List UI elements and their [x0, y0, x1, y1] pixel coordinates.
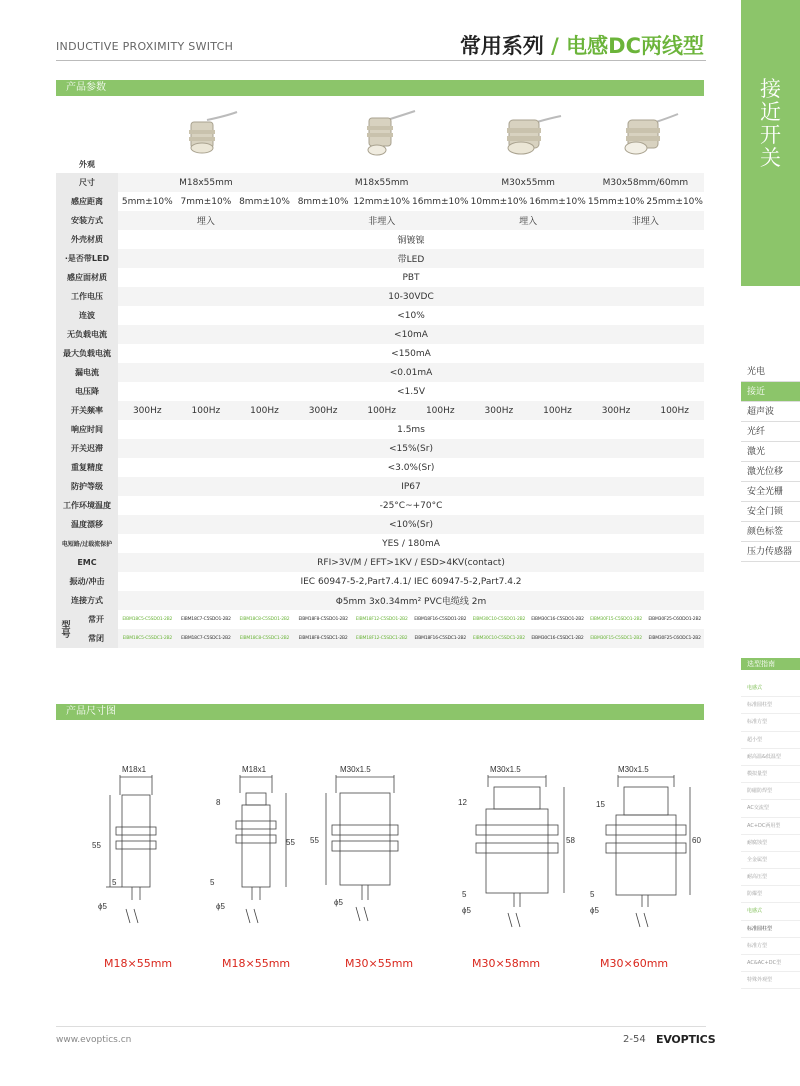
sensor-m30-nonflush-image — [610, 110, 680, 158]
spec-value: <1.5V — [396, 386, 425, 397]
footer-brand-logo: EVOPTICS — [656, 1033, 716, 1046]
dim-cable: ϕ5 — [334, 898, 343, 907]
category-item-proximity[interactable]: 接近 — [741, 382, 800, 402]
distance-row — [56, 192, 704, 211]
spec-row — [56, 325, 704, 344]
frequency-label: 开关频率 — [56, 401, 118, 420]
dimension-drawings — [76, 755, 716, 975]
distance-value: 8mm±10% — [297, 196, 349, 207]
frequency-value: 100Hz — [235, 401, 294, 420]
spec-value: PBT — [402, 272, 420, 283]
spec-label: 防护等级 — [56, 477, 118, 496]
dim-length: 55 — [310, 836, 319, 845]
size-value: M18x55mm — [294, 173, 470, 192]
distance-value: 5mm±10% — [121, 196, 173, 207]
spec-label: 开关迟滞 — [56, 439, 118, 458]
spec-value: <150mA — [391, 348, 431, 359]
drawing-label: M18×55mm — [222, 957, 291, 970]
spec-row — [56, 306, 704, 325]
side-tab — [741, 0, 800, 286]
section-bar-dimensions: 产品尺寸图 — [56, 704, 704, 720]
mount-value: 埋入 — [118, 211, 294, 230]
drawing-label: M30×60mm — [600, 957, 669, 970]
spec-row — [56, 344, 704, 363]
dim-length: 55 — [92, 841, 101, 850]
side-tab-char: 接 — [760, 77, 781, 101]
part-number: EIBM30F25-C6ODO1-2B2 — [648, 617, 702, 622]
header-separator: / — [551, 34, 559, 58]
spec-label: 漏电流 — [56, 363, 118, 382]
guide-item[interactable]: 全金属型 — [741, 852, 800, 869]
spec-row — [56, 230, 704, 249]
distance-value: 25mm±10% — [646, 196, 703, 207]
category-item-safety-door-lock[interactable]: 安全门锁 — [741, 502, 800, 522]
model-no-row — [56, 610, 704, 629]
spec-value: <15%(Sr) — [118, 439, 704, 458]
part-number: EIBM18C5-C5SDC1-2B2 — [118, 629, 177, 648]
category-item-photoelectric[interactable]: 光电 — [741, 362, 800, 382]
spec-label: 工作环境温度 — [56, 496, 118, 515]
header-title — [460, 30, 704, 60]
spec-label: 外壳材质 — [56, 230, 118, 249]
header-english-title: INDUCTIVE PROXIMITY SWITCH — [56, 40, 234, 53]
dim-top: 12 — [458, 798, 467, 807]
guide-list — [741, 680, 800, 989]
category-item-safety-light-curtain[interactable]: 安全光栅 — [741, 482, 800, 502]
drawing-label: M30×55mm — [345, 957, 414, 970]
part-number: EIBM30C16-C5SDC1-2B2 — [528, 629, 587, 648]
guide-item[interactable]: 电感式 — [741, 903, 800, 920]
category-item-laser-displacement[interactable]: 激光位移 — [741, 462, 800, 482]
spec-row — [56, 553, 704, 572]
dim-top: 8 — [216, 798, 221, 807]
size-row — [56, 173, 704, 192]
part-number: EIBM18C5-C5SDO1-2B2 — [122, 617, 173, 622]
part-number: EIBM18F16-C5SDC1-2B2 — [411, 629, 470, 648]
spec-row — [56, 496, 704, 515]
drawing-label: M18×55mm — [104, 957, 173, 970]
part-number: EIBM30F15-C5SDC1-2B2 — [587, 629, 646, 648]
spec-row — [56, 420, 704, 439]
frequency-value: 100Hz — [177, 401, 236, 420]
spec-value: <0.01mA — [118, 363, 704, 382]
guide-item[interactable]: 防爆型 — [741, 886, 800, 903]
part-number: EIBM30C16-C5SDO1-2B2 — [531, 617, 584, 622]
frequency-value: 300Hz — [470, 401, 529, 420]
spec-value: -25°C~+70°C — [379, 500, 443, 511]
part-number: EIBM18F16-C5SDO1-2B2 — [414, 617, 467, 622]
guide-item[interactable]: 标准圆柱型 — [741, 921, 800, 938]
distance-value: 8mm±10% — [239, 196, 290, 207]
dim-cable: ϕ5 — [590, 906, 599, 915]
distance-label: 感应距离 — [56, 192, 118, 211]
mount-value: 非埋入 — [294, 211, 470, 230]
spec-value: 带LED — [118, 249, 704, 268]
distance-value: 15mm±10% — [587, 196, 645, 207]
sensor-photo — [294, 97, 470, 173]
dim-cable: ϕ5 — [98, 902, 107, 911]
appearance-label: 外观 — [56, 97, 118, 173]
spec-row — [56, 515, 704, 534]
guide-item[interactable]: 标准方型 — [741, 938, 800, 955]
drawing-m18-flush — [106, 775, 156, 923]
spec-row — [56, 477, 704, 496]
spec-label: 最大负载电流 — [56, 344, 118, 363]
guide-item[interactable]: 耐高温&低温型 — [741, 749, 800, 766]
dim-length: 58 — [566, 836, 575, 845]
drawing-m18-nonflush — [236, 775, 286, 923]
spec-label: ·是否带LED — [56, 249, 118, 268]
spec-label: 无负载电流 — [56, 325, 118, 344]
guide-header: 选型指南 — [741, 658, 800, 670]
guide-item[interactable]: AC交流型 — [741, 800, 800, 817]
model-nc-row — [56, 629, 704, 648]
part-number: EIBM18F12-C5SDC1-2B2 — [352, 629, 411, 648]
footer-url[interactable]: www.evoptics.cn — [56, 1035, 132, 1045]
part-number: EIBM18C8-C5SDC1-2B2 — [235, 629, 294, 648]
category-item-ultrasonic[interactable]: 超声波 — [741, 402, 800, 422]
guide-item[interactable]: 标准方型 — [741, 714, 800, 731]
spec-row — [56, 287, 704, 306]
drawing-label: M30×58mm — [472, 957, 541, 970]
spec-label: 振动/冲击 — [56, 572, 118, 591]
guide-item[interactable]: 特殊外观型 — [741, 972, 800, 989]
spec-label: 连接方式 — [56, 591, 118, 610]
spec-value: <3.0%(Sr) — [387, 462, 435, 473]
dim-small: 5 — [590, 890, 595, 899]
dim-small: 5 — [112, 878, 117, 887]
spec-label: 重复精度 — [56, 458, 118, 477]
distance-value: 16mm±10% — [529, 196, 586, 207]
frequency-value: 100Hz — [528, 401, 587, 420]
guide-item[interactable]: AC+DC两用型 — [741, 818, 800, 835]
category-item-color-label[interactable]: 颜色标签 — [741, 522, 800, 542]
side-tab-text — [741, 78, 800, 170]
thread-label: M18x1 — [122, 765, 147, 774]
spec-label: 温度漂移 — [56, 515, 118, 534]
frequency-row — [56, 401, 704, 420]
guide-item[interactable]: AC&AC+DC型 — [741, 955, 800, 972]
part-number: EIBM18C7-C5SDO1-2B2 — [180, 617, 231, 622]
sensor-photo — [118, 97, 294, 173]
frequency-value: 100Hz — [645, 401, 704, 420]
part-number: EIBM18F12-C5SDO1-2B2 — [355, 617, 408, 622]
distance-value: 7mm±10% — [180, 196, 232, 207]
spec-label: EMC — [56, 553, 118, 572]
distance-value: 16mm±10% — [412, 196, 469, 207]
spec-row — [56, 458, 704, 477]
guide-item[interactable]: 模拟量型 — [741, 766, 800, 783]
guide-item[interactable]: 电感式 — [741, 680, 800, 697]
thread-label: M30x1.5 — [618, 765, 649, 774]
spec-value: IEC 60947-5-2,Part7.4.1/ IEC 60947-5-2,Part7.4.2 — [300, 576, 522, 587]
spec-value: 10-30VDC — [118, 287, 704, 306]
spec-label: 工作电压 — [56, 287, 118, 306]
spec-value: <10mA — [118, 325, 704, 344]
sensor-m30-flush-image — [493, 110, 563, 158]
spec-value: RFI>3V/M / EFT>1KV / ESD>4KV(contact) — [118, 553, 704, 572]
distance-value: 12mm±10% — [353, 196, 410, 207]
frequency-value: 100Hz — [411, 401, 470, 420]
spec-label: 连波 — [56, 306, 118, 325]
spec-value: <10%(Sr) — [118, 515, 704, 534]
sensor-m18-flush-image — [171, 110, 241, 158]
part-number: EIBM18F8-C5SDO1-2B2 — [298, 617, 348, 622]
spec-value: Φ5mm 3x0.34mm² PVC电缆线 2m — [118, 591, 704, 610]
spec-row — [56, 591, 704, 610]
spec-value: YES / 180mA — [382, 538, 440, 549]
dim-small: 5 — [462, 890, 467, 899]
thread-label: M30x1.5 — [340, 765, 371, 774]
side-tab-char: 近 — [760, 100, 781, 124]
dim-cable: ϕ5 — [462, 906, 471, 915]
category-item-fiber[interactable]: 光纤 — [741, 422, 800, 442]
sensor-photo — [587, 97, 704, 173]
spec-value: 1.5ms — [397, 424, 425, 435]
appearance-row — [56, 97, 704, 173]
spec-row — [56, 439, 704, 458]
drawing-m30-60 — [606, 775, 690, 927]
spec-row — [56, 382, 704, 401]
dim-cable: ϕ5 — [216, 902, 225, 911]
guide-item[interactable]: 防磁防焊型 — [741, 783, 800, 800]
header-series: 常用系列 — [459, 34, 544, 58]
dim-length: 60 — [692, 836, 701, 845]
mount-label: 安装方式 — [56, 211, 118, 230]
thread-label: M30x1.5 — [490, 765, 521, 774]
part-number: EIBM30F15-C5SDO1-2B2 — [590, 617, 643, 622]
side-tab-char: 开 — [760, 123, 781, 147]
header-subtitle: 电感DC两线型 — [566, 34, 704, 58]
footer-page-number: 2-54 — [623, 1034, 646, 1045]
spec-row — [56, 572, 704, 591]
size-value: M30x55mm — [470, 173, 587, 192]
guide-item[interactable]: 耐腐蚀型 — [741, 835, 800, 852]
spec-row — [56, 268, 704, 287]
part-number: EIBM18C7-C5SDC1-2B2 — [177, 629, 236, 648]
drawing-m30-58 — [476, 775, 564, 927]
part-number: EIBM18F8-C5SDC1-2B2 — [294, 629, 353, 648]
header-divider — [56, 60, 706, 61]
spec-value: IP67 — [118, 477, 704, 496]
spec-row — [56, 249, 704, 268]
part-number: EIBM30F25-C6ODC1-2B2 — [645, 629, 704, 648]
mount-value: 埋入 — [470, 211, 587, 230]
guide-item[interactable]: 标准圆柱型 — [741, 697, 800, 714]
part-number: EIBM18C8-C5SDO1-2B2 — [239, 617, 290, 622]
frequency-value: 100Hz — [352, 401, 411, 420]
model-no-label: 常开 — [74, 610, 118, 629]
sensor-photo — [470, 97, 587, 173]
spec-label: 响应时间 — [56, 420, 118, 439]
spec-label: 电压降 — [56, 382, 118, 401]
mount-row — [56, 211, 704, 230]
mount-value: 非埋入 — [587, 211, 704, 230]
spec-row — [56, 534, 704, 553]
spec-table — [56, 97, 704, 648]
part-number: EIBM30C10-C5SDO1-2B2 — [472, 617, 526, 622]
footer-divider — [56, 1026, 706, 1027]
dim-top: 15 — [596, 800, 605, 809]
distance-value: 10mm±10% — [470, 196, 528, 207]
category-item-pressure-sensor[interactable]: 压力传感器 — [741, 542, 800, 562]
size-value: M30x58mm/60mm — [587, 173, 704, 192]
spec-label: 感应面材质 — [56, 268, 118, 287]
spec-row — [56, 363, 704, 382]
guide-item[interactable]: 耐高压型 — [741, 869, 800, 886]
thread-label: M18x1 — [242, 765, 267, 774]
side-tab-char: 关 — [760, 146, 781, 170]
model-label: 型号 — [56, 610, 74, 648]
frequency-value: 300Hz — [587, 401, 646, 420]
model-nc-label: 常闭 — [74, 629, 118, 648]
dim-small: 5 — [210, 878, 215, 887]
part-number: EIBM30C10-C5SDC1-2B2 — [470, 629, 529, 648]
dim-length: 55 — [286, 838, 295, 847]
section-bar-params: 产品参数 — [56, 80, 704, 96]
frequency-value: 300Hz — [118, 401, 177, 420]
category-item-laser[interactable]: 激光 — [741, 442, 800, 462]
size-label: 尺寸 — [56, 173, 118, 192]
spec-value: <10% — [397, 310, 425, 321]
frequency-value: 300Hz — [294, 401, 353, 420]
spec-label: 电短路/过载流保护 — [56, 534, 118, 553]
category-nav — [741, 362, 800, 562]
guide-item[interactable]: 超小型 — [741, 732, 800, 749]
size-value: M18x55mm — [118, 173, 294, 192]
sensor-m18-nonflush-image — [347, 110, 417, 158]
spec-value: 铜镀镍 — [397, 236, 425, 246]
